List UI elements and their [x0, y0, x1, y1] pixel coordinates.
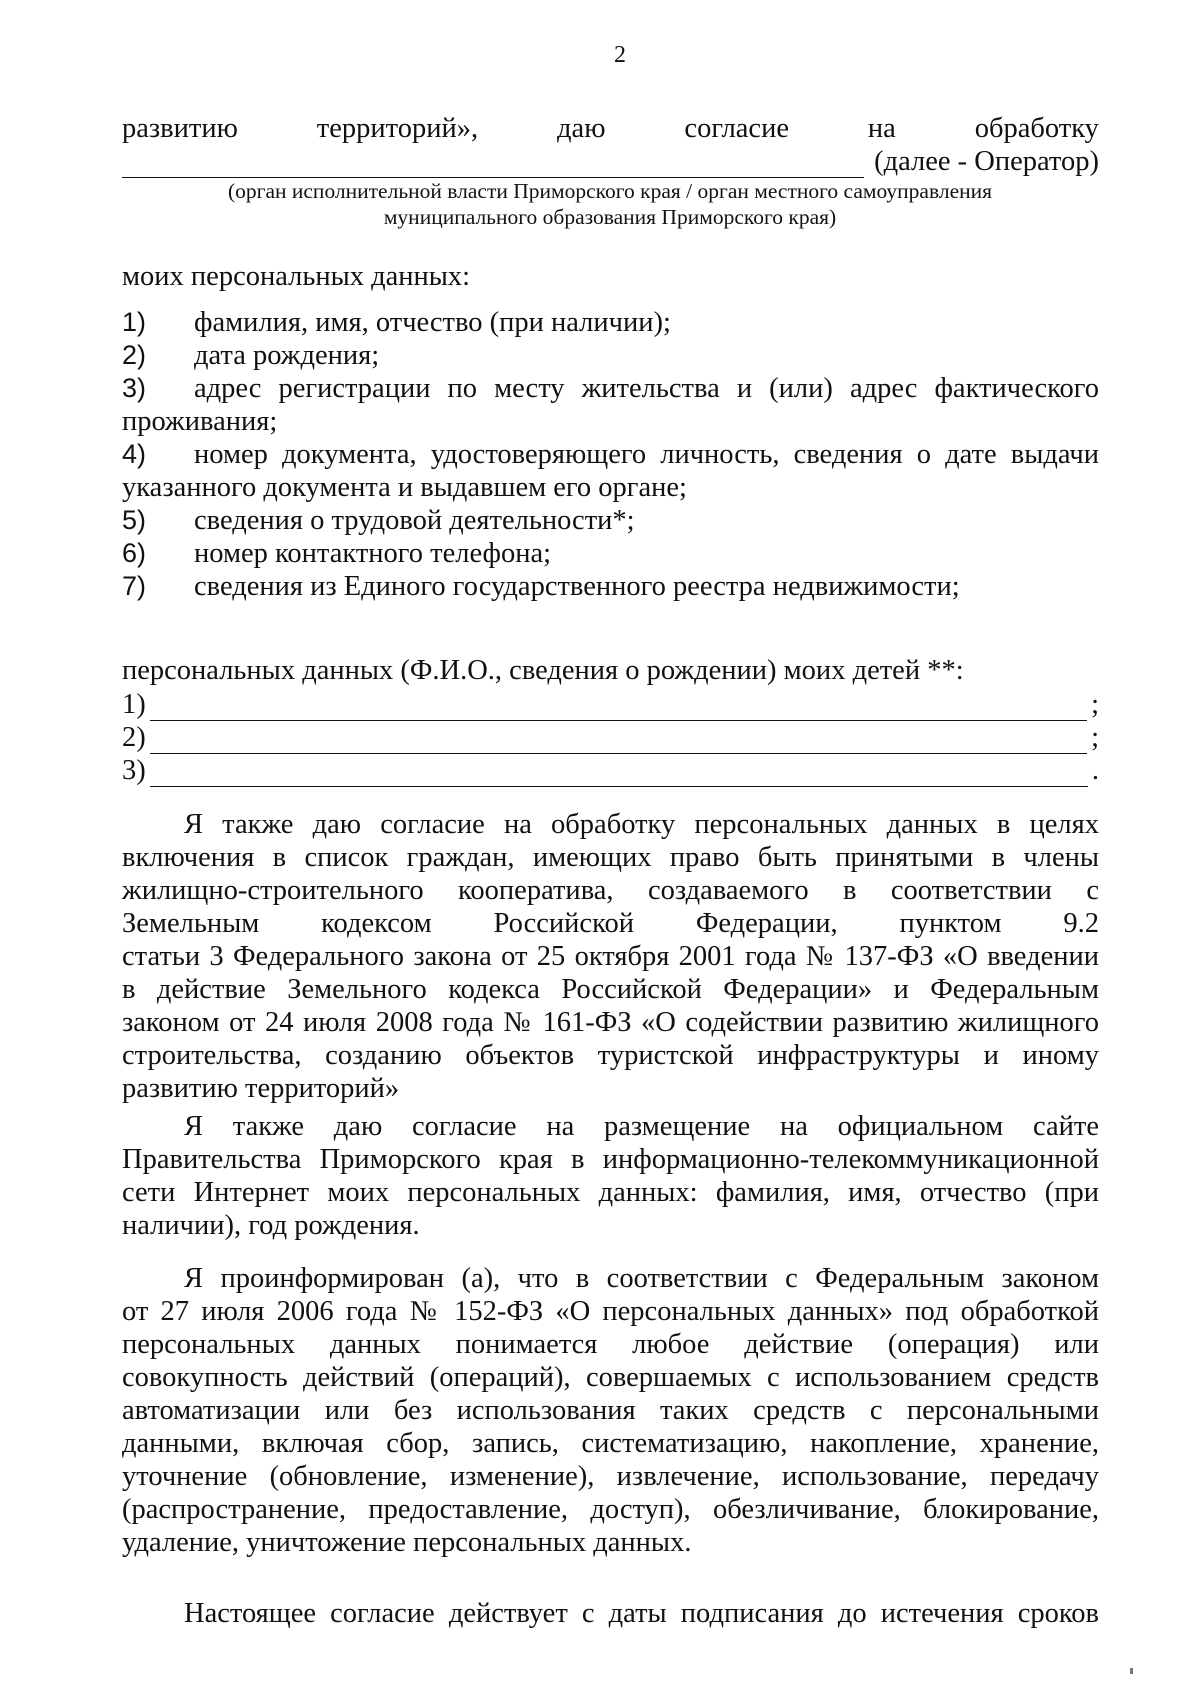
paragraph-line: жилищно-строительного кооператива, создаваемого в соответствии с	[122, 875, 1099, 906]
paragraph-line: строительства, созданию объектов туристской инфраструктуры и иному	[122, 1040, 1099, 1071]
header-word: территорий»,	[316, 113, 479, 144]
list-number: 3)	[122, 373, 147, 403]
paragraph-line: Я проинформирован (а), что в соответствии с Федеральным законом	[184, 1263, 1099, 1294]
paragraph-line: Я также даю согласие на размещение на официальном сайте	[184, 1111, 1099, 1142]
paragraph-line: Правительства Приморского края в информационно-телекоммуникационной	[122, 1144, 1099, 1175]
scan-artifact	[1130, 1668, 1133, 1674]
operator-note	[150, 178, 1070, 230]
child-field-row	[122, 688, 1099, 721]
paragraph-line: Настоящее согласие действует с даты подписания до истечения сроков	[184, 1598, 1099, 1629]
list-item	[122, 372, 1099, 438]
child-field-number: 1)	[122, 689, 146, 720]
child-field-number: 3)	[122, 755, 146, 786]
header-word: даю	[557, 113, 606, 144]
child-field-blank[interactable]	[150, 696, 1087, 721]
header-word: согласие	[684, 113, 789, 144]
paragraph-line: удаление, уничтожение персональных данных.	[122, 1527, 692, 1558]
paragraph-line: развитию территорий»	[122, 1073, 400, 1104]
paragraph-line: от 27 июля 2006 года № 152-ФЗ «О персональных данных» под обработкой	[122, 1296, 1099, 1327]
child-field-row	[122, 721, 1099, 754]
header-word: обработку	[974, 113, 1099, 144]
child-field-blank[interactable]	[150, 762, 1088, 787]
header-word: на	[867, 113, 896, 144]
list-text: номер документа, удостоверяющего личность, сведения о дате выдачи	[194, 439, 1099, 470]
paragraph-line: (распространение, предоставление, доступ), обезличивание, блокирование,	[122, 1494, 1099, 1525]
operator-blank-line[interactable]	[122, 149, 864, 178]
operator-note-line: (орган исполнительной власти Приморского края / орган местного самоуправления	[227, 179, 993, 203]
paragraph-line: включения в список граждан, имеющих право быть принятыми в члены	[122, 842, 1099, 873]
child-field-end: .	[1091, 755, 1099, 786]
paragraph-line: в действие Земельного кодекса Российской Федерации» и Федеральным	[122, 974, 1099, 1005]
paragraph-line: автоматизации или без использования таких средств с персональными	[122, 1395, 1099, 1426]
children-data-title: персональных данных (Ф.И.О., сведения о рождении) моих детей **:	[122, 655, 964, 686]
header-line	[122, 112, 1099, 145]
list-item	[122, 504, 1099, 537]
list-text: дата рождения;	[194, 340, 380, 371]
paragraph-line: совокупность действий (операций), совершаемых с использованием средств	[122, 1362, 1099, 1393]
operator-label: (далее - Оператор)	[874, 146, 1099, 177]
list-text: указанного документа и выдавшем его органе;	[122, 472, 687, 503]
paragraph-line: законом от 24 июля 2008 года № 161-ФЗ «О содействии развитию жилищного	[122, 1007, 1099, 1038]
list-item	[122, 306, 1099, 339]
consent-paragraph-cooperative	[122, 808, 1099, 1105]
list-number: 2)	[122, 340, 147, 370]
list-text: фамилия, имя, отчество (при наличии);	[194, 307, 671, 338]
personal-data-list	[122, 306, 1099, 603]
paragraph-line: наличии), год рождения.	[122, 1210, 420, 1241]
paragraph-line: Земельным кодексом Российской Федерации, пунктом 9.2	[122, 908, 1099, 939]
list-item	[122, 537, 1099, 570]
informed-paragraph	[122, 1262, 1099, 1559]
child-field-row	[122, 754, 1099, 787]
list-item	[122, 570, 1099, 603]
list-text: номер контактного телефона;	[194, 538, 552, 569]
operator-note-line: муниципального образования Приморского края)	[383, 205, 837, 229]
personal-data-intro: моих персональных данных:	[122, 261, 471, 292]
list-line	[122, 438, 1099, 471]
child-field-end: ;	[1091, 689, 1099, 720]
paragraph-line: сети Интернет моих персональных данных: фамилия, имя, отчество (при	[122, 1177, 1099, 1208]
page-number: 2	[614, 42, 626, 68]
child-field-end: ;	[1091, 722, 1099, 753]
list-number: 5)	[122, 505, 147, 535]
list-number: 4)	[122, 439, 147, 469]
list-number: 6)	[122, 538, 147, 568]
list-item	[122, 438, 1099, 504]
validity-paragraph	[122, 1597, 1099, 1630]
children-fields	[122, 688, 1099, 787]
paragraph-line: Я также даю согласие на обработку персональных данных в целях	[184, 809, 1099, 840]
list-item	[122, 339, 1099, 372]
consent-paragraph-publication	[122, 1110, 1099, 1242]
list-text: адрес регистрации по месту жительства и (или) адрес фактического	[194, 373, 1099, 404]
list-line	[122, 372, 1099, 405]
child-field-blank[interactable]	[150, 729, 1087, 754]
list-text: сведения из Единого государственного реестра недвижимости;	[194, 571, 960, 602]
paragraph-line: статьи 3 Федерального закона от 25 октября 2001 года № 137-ФЗ «О введении	[122, 941, 1099, 972]
paragraph-line: уточнение (обновление, изменение), извлечение, использование, передачу	[122, 1461, 1099, 1492]
paragraph-line: персональных данных понимается любое действие (операция) или	[122, 1329, 1099, 1360]
paragraph-line: данными, включая сбор, запись, систематизацию, накопление, хранение,	[122, 1428, 1099, 1459]
list-text: проживания;	[122, 406, 278, 437]
list-number: 7)	[122, 571, 147, 601]
list-text: сведения о трудовой деятельности*;	[194, 505, 635, 536]
child-field-number: 2)	[122, 722, 146, 753]
operator-field	[122, 145, 1099, 178]
list-number: 1)	[122, 307, 147, 337]
header-word: развитию	[122, 113, 238, 144]
